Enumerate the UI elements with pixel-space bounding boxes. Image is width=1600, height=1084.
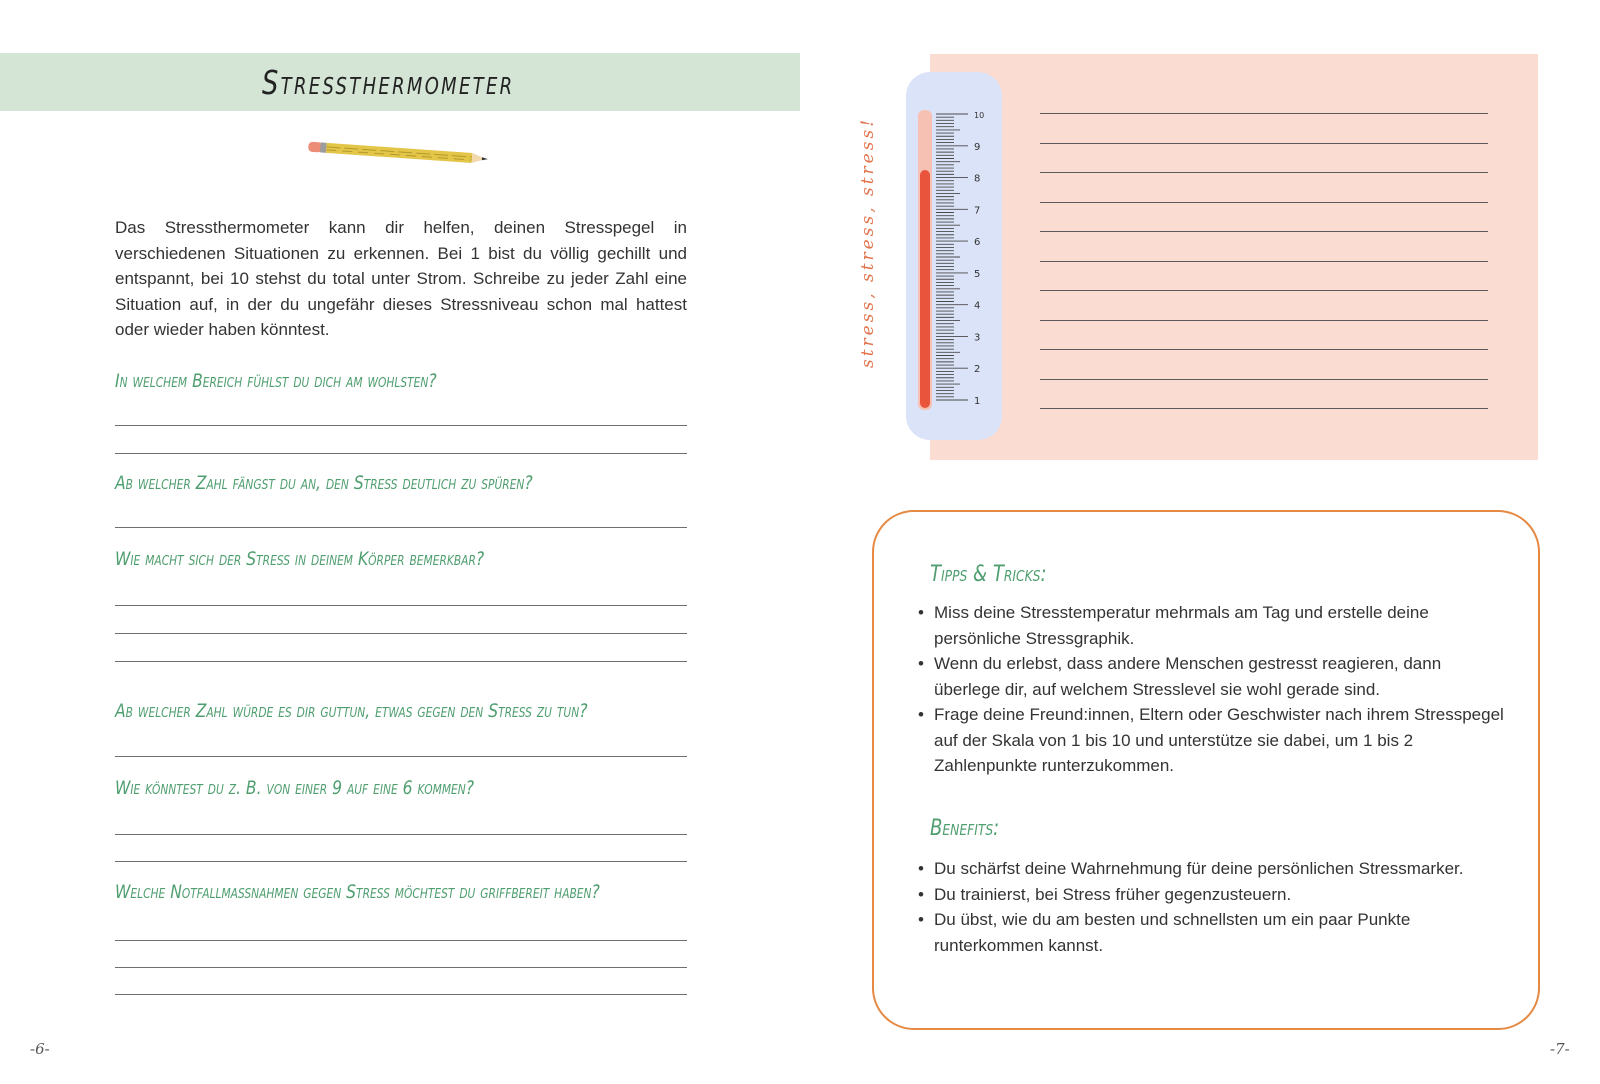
scale-label: 7 — [974, 205, 981, 217]
tip-item: • Miss deine Stresstemperatur mehrmals am Tag und erstelle deine persönliche Stressgraphik. — [918, 600, 1510, 651]
tips-list — [918, 600, 1510, 779]
write-line[interactable] — [115, 967, 687, 968]
write-line[interactable] — [1040, 202, 1488, 203]
question-5: Wie könntest du z. B. von einer 9 auf eine 6 kommen? — [115, 777, 475, 799]
page-number-left: -6- — [30, 1040, 50, 1058]
benefit-item: • Du schärfst deine Wahrnehmung für deine persönlichen Stressmarker. — [918, 856, 1510, 882]
benefits-list — [918, 856, 1510, 958]
thermometer-panel — [930, 54, 1538, 460]
write-line[interactable] — [115, 425, 687, 426]
write-line[interactable] — [115, 834, 687, 835]
benefit-item: • Du übst, wie du am besten und schnellsten um ein paar Punkte runterkommen kannst. — [918, 907, 1510, 958]
scale-label: 9 — [974, 141, 981, 153]
stress-vertical-label: stress, stress, stress! — [858, 116, 878, 368]
write-line[interactable] — [115, 605, 687, 606]
write-line[interactable] — [1040, 172, 1488, 173]
scale-label: 6 — [974, 237, 981, 249]
question-4: Ab welcher Zahl würde es dir guttun, etwas gegen den Stress zu tun? — [115, 700, 588, 722]
question-2: Ab welcher Zahl fängst du an, den Stress deutlich zu spüren? — [115, 472, 533, 494]
question-6: Welche Notfallmaßnahmen gegen Stress möchtest du griffbereit haben? — [115, 881, 600, 903]
tip-item: • Frage deine Freund:innen, Eltern oder Geschwister nach ihrem Stresspegel auf der Skala von 1 bis 10 und unterstütze sie dabei, um 1 bis 2 Zahlenpunkte runterzukommen. — [918, 702, 1510, 779]
scale-label: 5 — [974, 268, 981, 280]
write-line[interactable] — [1040, 143, 1488, 144]
tip-item: • Wenn du erlebst, dass andere Menschen gestresst reagieren, dann überlege dir, auf welchem Stresslevel sie wohl gerade sind. — [918, 651, 1510, 702]
thermometer-fill — [920, 170, 930, 408]
page-title: Stressthermometer — [262, 63, 515, 102]
scale-label: 2 — [974, 364, 981, 376]
write-line[interactable] — [115, 861, 687, 862]
write-line[interactable] — [1040, 290, 1488, 291]
scale-label: 8 — [974, 173, 981, 185]
write-line[interactable] — [1040, 113, 1488, 114]
write-line[interactable] — [1040, 261, 1488, 262]
write-line[interactable] — [115, 453, 687, 454]
question-1: In welchem Bereich fühlst du dich am wohlsten? — [115, 370, 437, 392]
write-line[interactable] — [1040, 379, 1488, 380]
write-line[interactable] — [115, 940, 687, 941]
question-3: Wie macht sich der Stress in deinem Körper bemerkbar? — [115, 548, 485, 570]
scale-label: 1 — [974, 396, 981, 407]
write-line[interactable] — [1040, 408, 1488, 409]
thermometer-scale — [910, 100, 1020, 430]
intro-paragraph: Das Stressthermometer kann dir helfen, deinen Stresspegel in verschiedenen Situationen zu erkennen. Bei 1 bist du völlig gechillt und entspannt, bei 10 stehst du total unter Strom. Schreibe zu jeder Zahl eine Situation auf, in der du ungefähr dieses Stressniveau schon mal hattest oder wieder haben könntest. — [115, 218, 687, 339]
write-line[interactable] — [115, 661, 687, 662]
write-line[interactable] — [1040, 231, 1488, 232]
write-line[interactable] — [1040, 320, 1488, 321]
write-line[interactable] — [115, 633, 687, 634]
scale-labels — [974, 111, 984, 407]
pencil-icon — [300, 140, 500, 170]
tips-heading: Tipps & Tricks: — [930, 562, 1047, 587]
benefit-item: • Du trainierst, bei Stress früher gegenzusteuern. — [918, 882, 1510, 908]
scale-label: 3 — [974, 332, 981, 344]
write-line[interactable] — [115, 527, 687, 528]
write-line[interactable] — [1040, 349, 1488, 350]
scale-label: 4 — [974, 300, 981, 312]
scale-label: 10 — [974, 111, 985, 120]
write-line[interactable] — [115, 756, 687, 757]
benefits-heading: Benefits: — [930, 816, 1000, 841]
write-line[interactable] — [115, 994, 687, 995]
scale-ticks — [936, 114, 968, 400]
page-number-right: -7- — [1550, 1040, 1570, 1058]
